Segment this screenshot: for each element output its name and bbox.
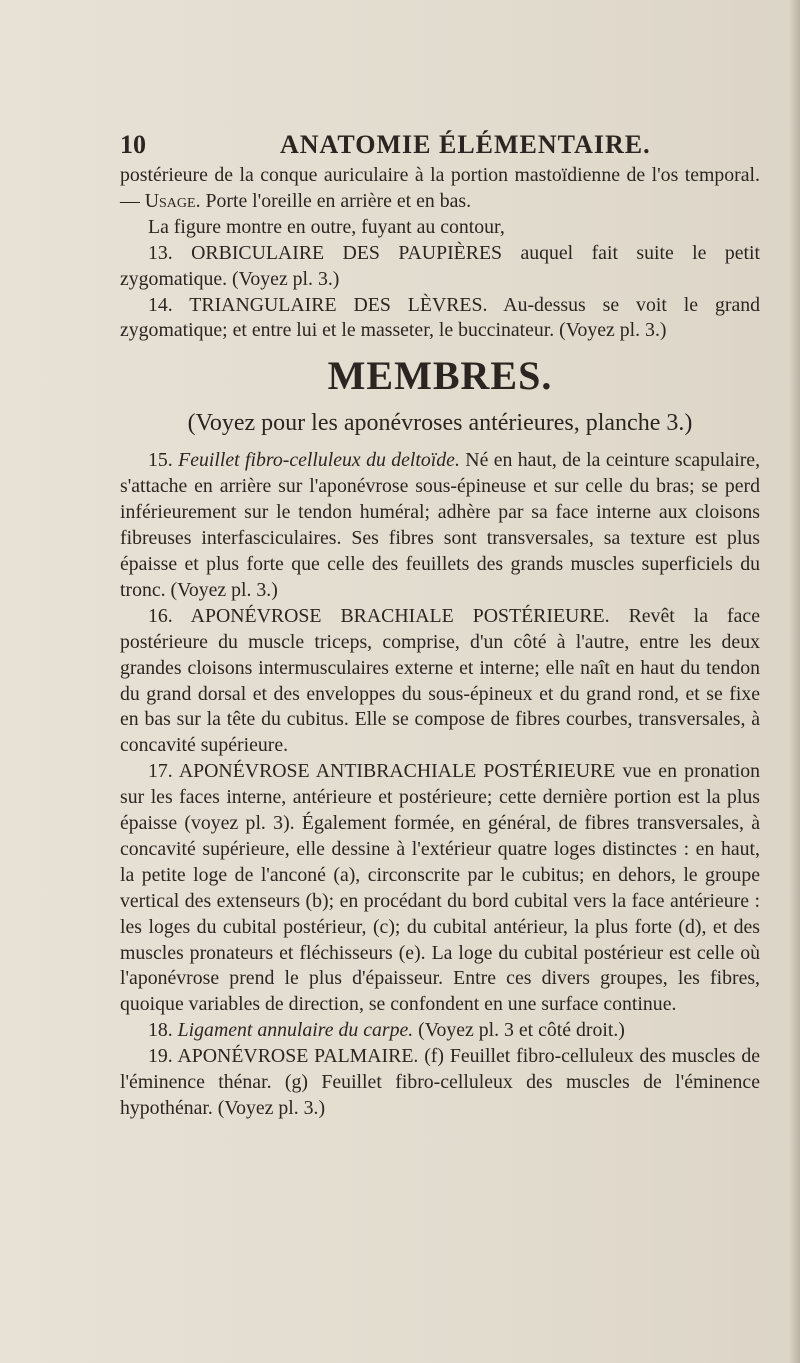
paragraph-figure-note: La figure montre en outre, fuyant au contour, bbox=[148, 215, 505, 238]
paragraph-15 bbox=[120, 448, 760, 603]
item-number: 15. bbox=[148, 449, 179, 472]
paragraph-16: 16. APONÉVROSE BRACHIALE POSTÉRIEURE. Revêt la face postérieure du muscle triceps, comprise, d'un côté à l'autre, entre les deux grandes cloisons intermusculaires externe et interne; elle naît en haut du tendon du grand dorsal et des enveloppes du sous-épineux et du grand rond, et se fixe en bas sur la tête du cubitus. Elle se compose de fibres courbes, transversales, à concavité supérieure. bbox=[120, 604, 760, 757]
item-title: Feuillet fibro-celluleux du deltoïde. bbox=[178, 449, 460, 472]
paragraph-18 bbox=[120, 1018, 760, 1044]
section-title: MEMBRES. bbox=[327, 353, 553, 399]
page-number: 10 bbox=[120, 130, 146, 159]
page-header bbox=[120, 130, 680, 166]
paragraph-text: postérieure de la conque auriculaire à la portion mastoïdienne de l'os temporal. — bbox=[120, 164, 760, 212]
body-text bbox=[120, 163, 760, 1122]
running-title: ANATOMIE ÉLÉMENTAIRE. bbox=[280, 130, 651, 159]
paragraph-text: (Voyez pl. 3 et côté droit.) bbox=[413, 1019, 625, 1042]
paragraph-text: Porte l'oreille en arrière et en bas. bbox=[200, 189, 472, 212]
paragraph-continuation bbox=[120, 163, 760, 215]
paragraph-13: 13. ORBICULAIRE DES PAUPIÈRES auquel fait suite le petit zygomatique. (Voyez pl. 3.) bbox=[120, 241, 760, 290]
item-title: Ligament annulaire du carpe. bbox=[177, 1019, 414, 1042]
item-number: 18. bbox=[148, 1019, 178, 1042]
usage-label: Usage. bbox=[144, 189, 201, 212]
section-subtitle: (Voyez pour les aponévroses antérieures, planche 3.) bbox=[187, 410, 693, 437]
paragraph-text: Né en haut, de la ceinture scapulaire, s'attache en arrière sur l'aponévrose sous-épineuse et sur celle du bras; se perd inférieurement sur le tendon huméral; adhère par sa face interne aux cloisons fibreuses interfasciculaires. Ses fibres sont transversales, sa texture est plus épaisse et plus forte que celle des feuillets des grands muscles superficiels du tronc. (Voyez pl. 3.) bbox=[120, 449, 761, 601]
page-edge bbox=[790, 0, 800, 1363]
paragraph-19: 19. APONÉVROSE PALMAIRE. (f) Feuillet fibro-celluleux des muscles de l'éminence thénar. (g) Feuillet fibro-celluleux des muscles de l'éminence hypothénar. (Voyez pl. 3.) bbox=[120, 1045, 760, 1119]
paragraph-17: 17. APONÉVROSE ANTIBRACHIALE POSTÉRIEURE vue en pronation sur les faces interne, antérieure et postérieure; cette dernière portion est la plus épaisse (voyez pl. 3). Également formée, en général, de fibres transversales, à concavité supérieure, elle dessine à l'extérieur quatre loges distinctes : en haut, la petite loge de l'anconé (a), circonscrite par le cubitus; en dehors, le groupe vertical des extenseurs (b); en procédant du bord cubital vers la face antérieure : les loges du cubital postérieur, (c); du cubital antérieur, la plus forte (d), et des muscles pronateurs et fléchisseurs (e). La loge du cubital postérieur est celle où l'aponévrose prend le plus d'épaisseur. Entre ces divers groupes, les fibres, quoique variables de direction, se confondent en une surface continue. bbox=[120, 760, 760, 1016]
paragraph-14: 14. TRIANGULAIRE DES LÈVRES. Au-dessus se voit le grand zygomatique; et entre lui et le masseter, le buccinateur. (Voyez pl. 3.) bbox=[120, 293, 760, 342]
